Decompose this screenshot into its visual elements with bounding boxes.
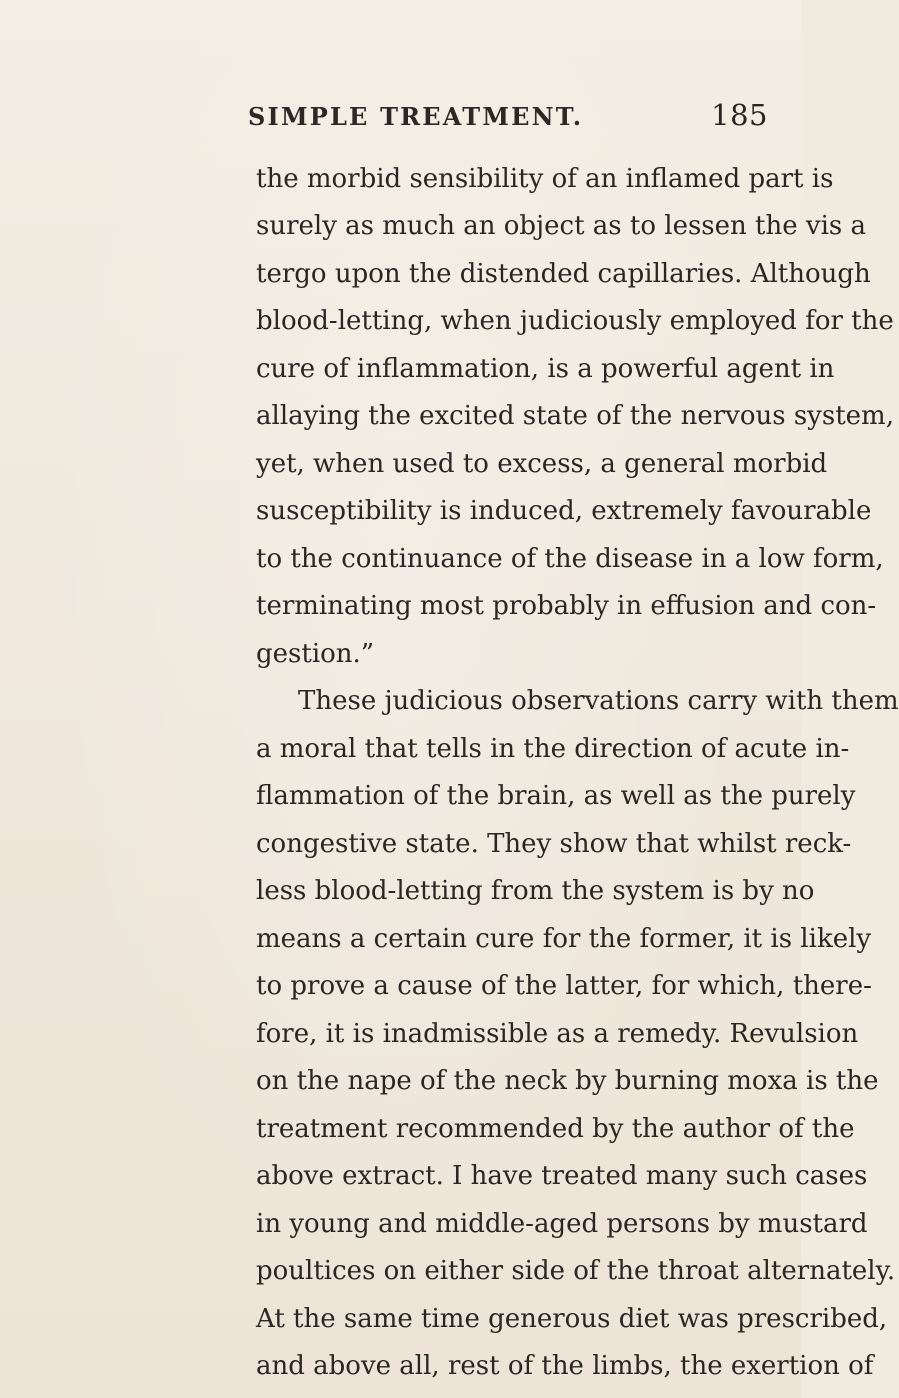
text-line: and above all, rest of the limbs, the exertion of bbox=[256, 1351, 874, 1381]
text-line: the morbid sensibility of an inflamed part is bbox=[256, 164, 834, 194]
text-line: fore, it is inadmissible as a remedy. Revulsion bbox=[256, 1019, 859, 1049]
text-line: in young and middle-aged persons by mustard bbox=[256, 1209, 868, 1239]
running-head: SIMPLE TREATMENT. bbox=[248, 102, 584, 131]
text-line: poultices on either side of the throat alternately. bbox=[256, 1256, 896, 1286]
text-line: congestive state. They show that whilst reck- bbox=[256, 829, 852, 859]
text-line: to prove a cause of the latter, for which, there- bbox=[256, 971, 872, 1001]
text-line: on the nape of the neck by burning moxa is the bbox=[256, 1066, 879, 1096]
text-line: susceptibility is induced, extremely favourable bbox=[256, 496, 872, 526]
text-line: surely as much an object as to lessen the vis a bbox=[256, 211, 866, 241]
text-line: a moral that tells in the direction of acute in- bbox=[256, 734, 850, 764]
text-line: yet, when used to excess, a general morbid bbox=[256, 449, 828, 479]
text-line: At the same time generous diet was prescribed, bbox=[256, 1304, 888, 1334]
text-line: These judicious observations carry with them bbox=[298, 686, 899, 716]
page-number: 185 bbox=[711, 98, 768, 132]
text-line: flammation of the brain, as well as the purely bbox=[256, 781, 856, 811]
text-line: tergo upon the distended capillaries. Although bbox=[256, 259, 871, 289]
text-line: gestion.” bbox=[256, 639, 375, 669]
text-line: allaying the excited state of the nervous system, bbox=[256, 401, 894, 431]
text-line: cure of inflammation, is a powerful agent in bbox=[256, 354, 835, 384]
text-line: blood-letting, when judiciously employed for the bbox=[256, 306, 894, 336]
text-line: means a certain cure for the former, it is likely bbox=[256, 924, 872, 954]
text-line: less blood-letting from the system is by no bbox=[256, 876, 815, 906]
text-line: to the continuance of the disease in a low form, bbox=[256, 544, 884, 574]
text-line: treatment recommended by the author of the bbox=[256, 1114, 855, 1144]
text-line: terminating most probably in effusion and con- bbox=[256, 591, 877, 621]
text-line: above extract. I have treated many such cases bbox=[256, 1161, 868, 1191]
